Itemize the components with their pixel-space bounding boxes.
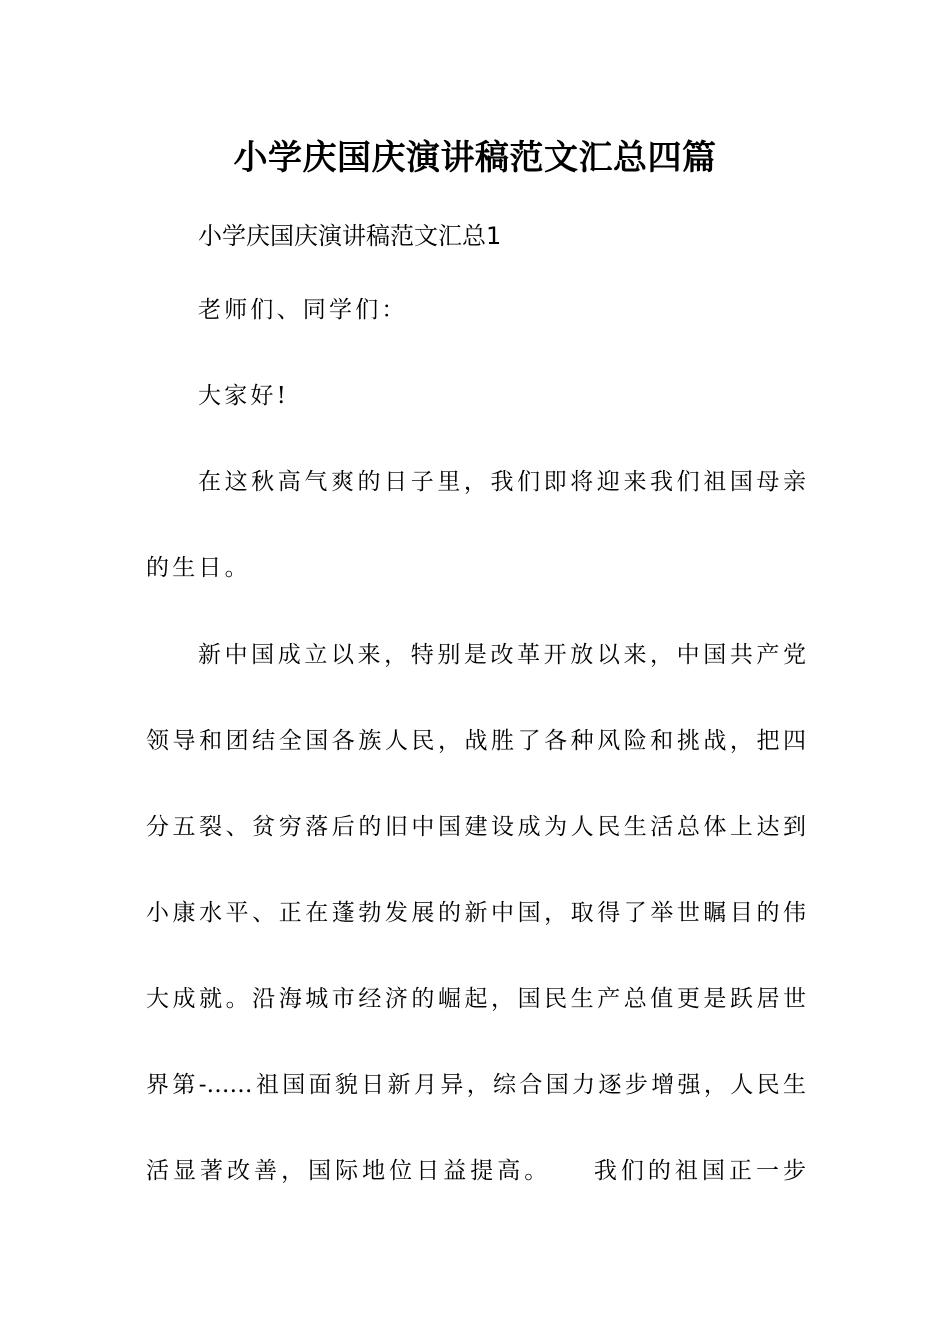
paragraph-line: 领导和团结全国各族人民，战胜了各种风险和挑战，把四 bbox=[146, 728, 806, 754]
paragraph-line: 新中国成立以来，特别是改革开放以来，中国共产党 bbox=[198, 642, 806, 668]
paragraph-line: 大成就。沿海城市经济的崛起，国民生产总值更是跃居世 bbox=[146, 986, 806, 1012]
section-heading: 小学庆国庆演讲稿范文汇总1 bbox=[198, 222, 502, 250]
greeting-line: 大家好! bbox=[198, 383, 290, 409]
paragraph-line: 活显著改善，国际地位日益提高。 我们的祖国正一步 bbox=[146, 1158, 806, 1184]
paragraph-line: 在这秋高气爽的日子里，我们即将迎来我们祖国母亲 bbox=[198, 469, 806, 495]
salutation-line: 老师们、同学们： bbox=[198, 297, 408, 323]
document-title: 小学庆国庆演讲稿范文汇总四篇 bbox=[233, 138, 717, 178]
paragraph-line: 分五裂、贫穷落后的旧中国建设成为人民生活总体上达到 bbox=[146, 814, 806, 840]
paragraph-line: 界第-……祖国面貌日新月异，综合国力逐步增强，人民生 bbox=[146, 1072, 806, 1098]
paragraph-line: 小康水平、正在蓬勃发展的新中国，取得了举世瞩目的伟 bbox=[146, 900, 806, 926]
paragraph-line: 的生日。 bbox=[146, 555, 251, 581]
